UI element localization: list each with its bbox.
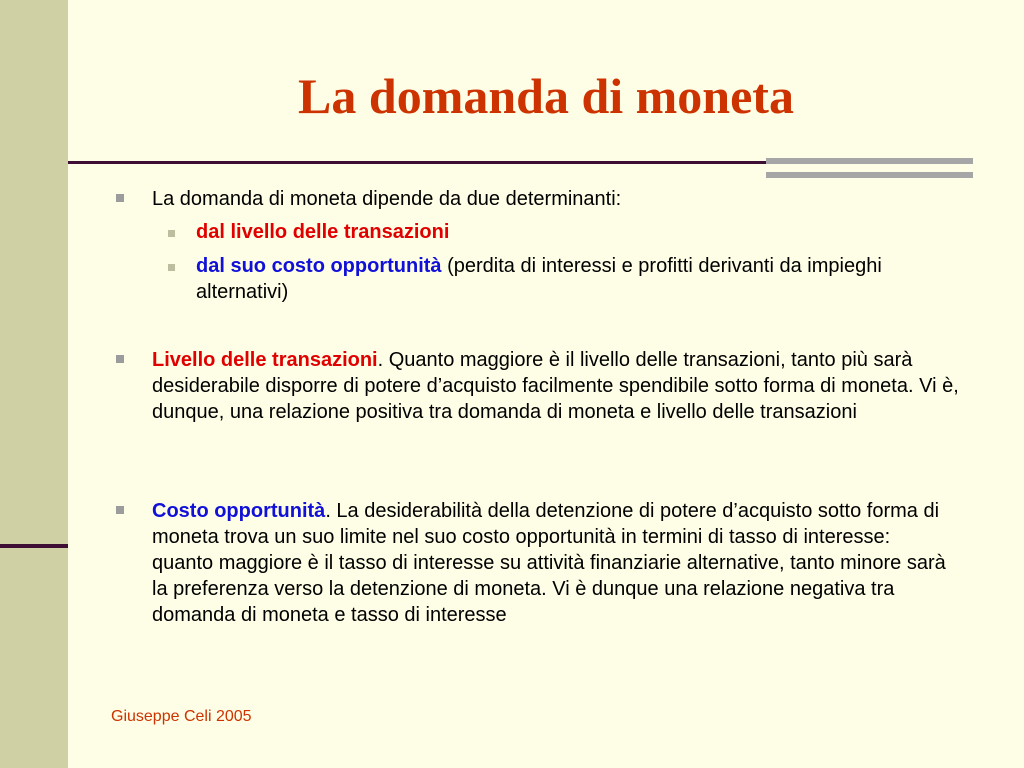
bullet-3 <box>152 498 952 628</box>
sub-bullet-1 <box>196 219 956 245</box>
sub-bullet-1-highlight: dal livello delle transazioni <box>196 221 450 243</box>
bullet-square-icon <box>116 506 124 514</box>
bullet-square-icon <box>116 194 124 202</box>
title-accent-bar-top <box>766 158 973 164</box>
sub-bullet-square-icon <box>168 264 175 271</box>
bullet-square-icon <box>116 355 124 363</box>
bullet-3-text: . La desiderabilità della detenzione di potere d’acquisto sotto forma di moneta trova un suo limite nel suo costo opportunità in termini di tasso di interesse: quanto maggiore è il tasso di interesse su attività finanziarie alternative, tanto minore sarà la preferenza verso la detenzione di moneta. Vi è dunque una relazione negativa tra domanda di moneta e tasso di interesse <box>152 500 946 626</box>
sub-bullet-square-icon <box>168 230 175 237</box>
sub-bullet-2 <box>196 253 956 305</box>
title-underline <box>68 161 768 164</box>
bullet-2-text: . Quanto maggiore è il livello delle transazioni, tanto più sarà desiderabile disporre di potere d’acquisto facilmente spendibile sotto forma di moneta. Vi è, dunque, una relazione positiva tra domanda di moneta e livello delle transazioni <box>152 349 959 423</box>
sub-bullet-2-text: (perdita di interessi e profitti derivanti da impieghi alternativi) <box>196 255 882 303</box>
title-accent-bar-bottom <box>766 172 973 178</box>
bullet-2-highlight: Livello delle transazioni <box>152 349 378 371</box>
left-decorative-band <box>0 0 68 768</box>
bullet-1 <box>152 186 972 212</box>
bullet-1-text: La domanda di moneta dipende da due determinanti: <box>152 188 622 210</box>
bullet-2 <box>152 347 982 425</box>
slide-footer: Giuseppe Celi 2005 <box>111 708 252 725</box>
left-band-divider <box>0 544 68 548</box>
slide-title: La domanda di moneta <box>298 68 794 124</box>
bullet-3-highlight: Costo opportunità <box>152 500 326 522</box>
sub-bullet-2-highlight: dal suo costo opportunità <box>196 255 442 277</box>
